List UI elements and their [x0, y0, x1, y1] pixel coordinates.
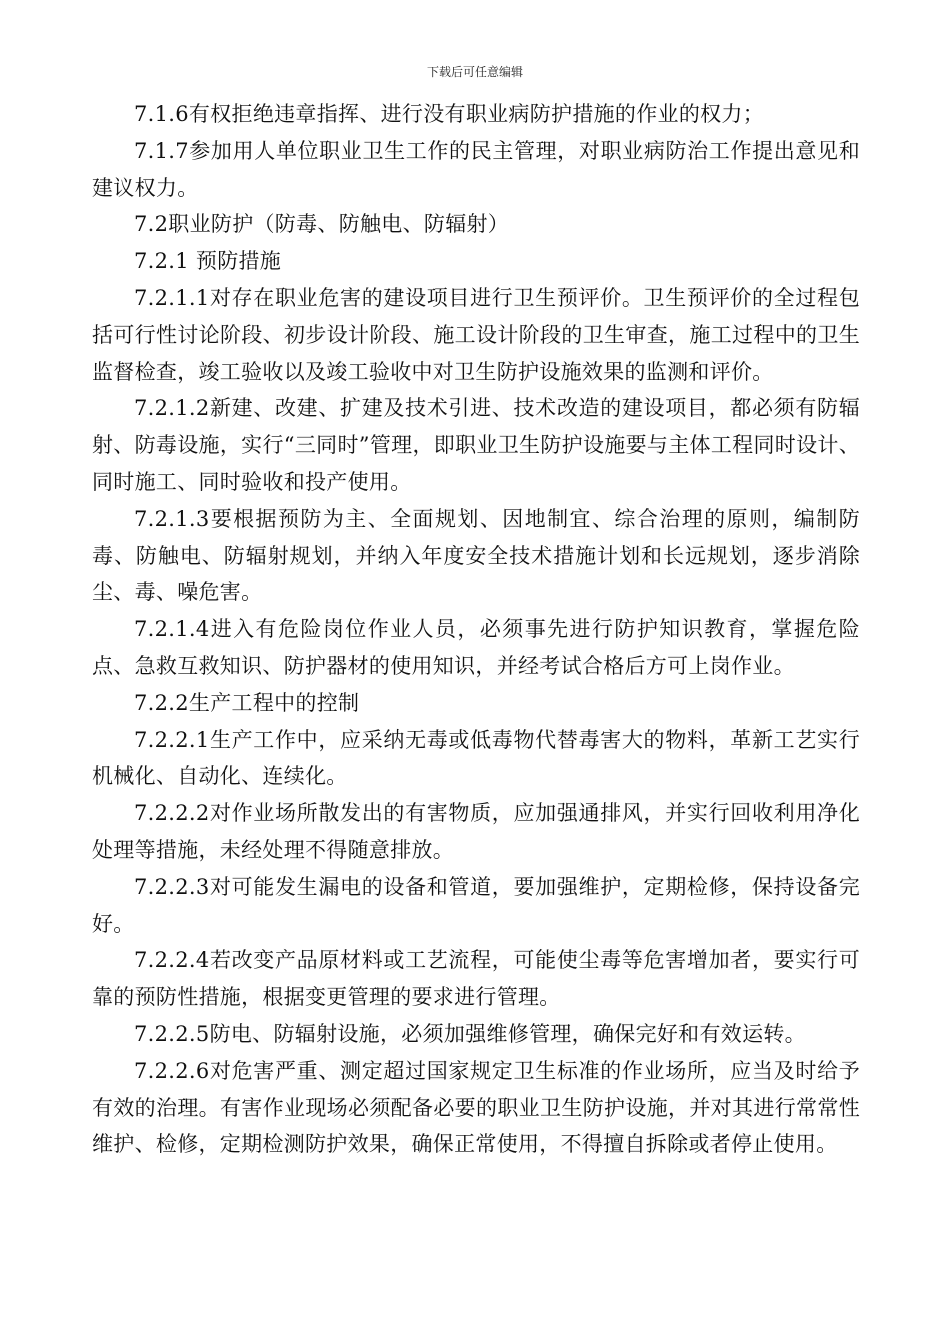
paragraph-7-2-1-1: 7.2.1.1对存在职业危害的建设项目进行卫生预评价。卫生预评价的全过程包括可行性讨论阶段、初步设计阶段、施工设计阶段的卫生审查，施工过程中的卫生监督检查，竣工验收以及竣工验收中对卫生防护设施效果的监测和评价。 [92, 285, 860, 384]
paragraph-7-2-2-1: 7.2.2.1生产工作中，应采纳无毒或低毒物代替毒害大的物料，革新工艺实行机械化、自动化、连续化。 [92, 727, 860, 789]
paragraph-7-2-2-6: 7.2.2.6对危害严重、测定超过国家规定卫生标准的作业场所，应当及时给予有效的治理。有害作业现场必须配备必要的职业卫生防护设施，并对其进行常常性维护、检修，定期检测防护效果，确保正常使用，不得擅自拆除或者停止使用。 [92, 1058, 860, 1157]
paragraph-7-1-6: 7.1.6有权拒绝违章指挥、进行没有职业病防护措施的作业的权力； [134, 102, 765, 126]
paragraph-7-2-2-3: 7.2.2.3对可能发生漏电的设备和管道，要加强维护，定期检修，保持设备完好。 [92, 874, 860, 936]
paragraph-7-1-7: 7.1.7参加用人单位职业卫生工作的民主管理，对职业病防治工作提出意见和建议权力。 [92, 138, 860, 200]
paragraph-7-2-1-3: 7.2.1.3要根据预防为主、全面规划、因地制宜、综合治理的原则，编制防毒、防触电、防辐射规划，并纳入年度安全技术措施计划和长远规划，逐步消除尘、毒、噪危害。 [92, 506, 860, 605]
paragraph-7-2-2-4: 7.2.2.4若改变产品原材料或工艺流程，可能使尘毒等危害增加者，要实行可靠的预防性措施，根据变更管理的要求进行管理。 [92, 948, 860, 1010]
paragraph-7-2-2-2: 7.2.2.2对作业场所散发出的有害物质，应加强通排风，并实行回收利用净化处理等措施，未经处理不得随意排放。 [92, 801, 860, 862]
section-heading-7-2-2: 7.2.2生产工程中的控制 [134, 690, 360, 715]
download-note: 下载后可任意编辑 [426, 65, 523, 79]
section-heading-7-2: 7.2职业防护（防毒、防触电、防辐射） [134, 212, 510, 237]
section-heading-7-2-1: 7.2.1 预防措施 [134, 249, 282, 274]
paragraph-7-2-2-5: 7.2.2.5防电、防辐射设施，必须加强维修管理，确保完好和有效运转。 [134, 1021, 806, 1046]
document-body [92, 96, 860, 1163]
paragraph-7-2-1-4: 7.2.1.4进入有危险岗位作业人员，必须事先进行防护知识教育，掌握危险点、急救互救知识、防护器材的使用知识，并经考试合格后方可上岗作业。 [92, 617, 860, 678]
paragraph-7-2-1-2: 7.2.1.2新建、改建、扩建及技术引进、技术改造的建设项目，都必须有防辐射、防毒设施，实行“三同时”管理，即职业卫生防护设施要与主体工程同时设计、同时施工、同时验收和投产使用。 [92, 396, 860, 494]
